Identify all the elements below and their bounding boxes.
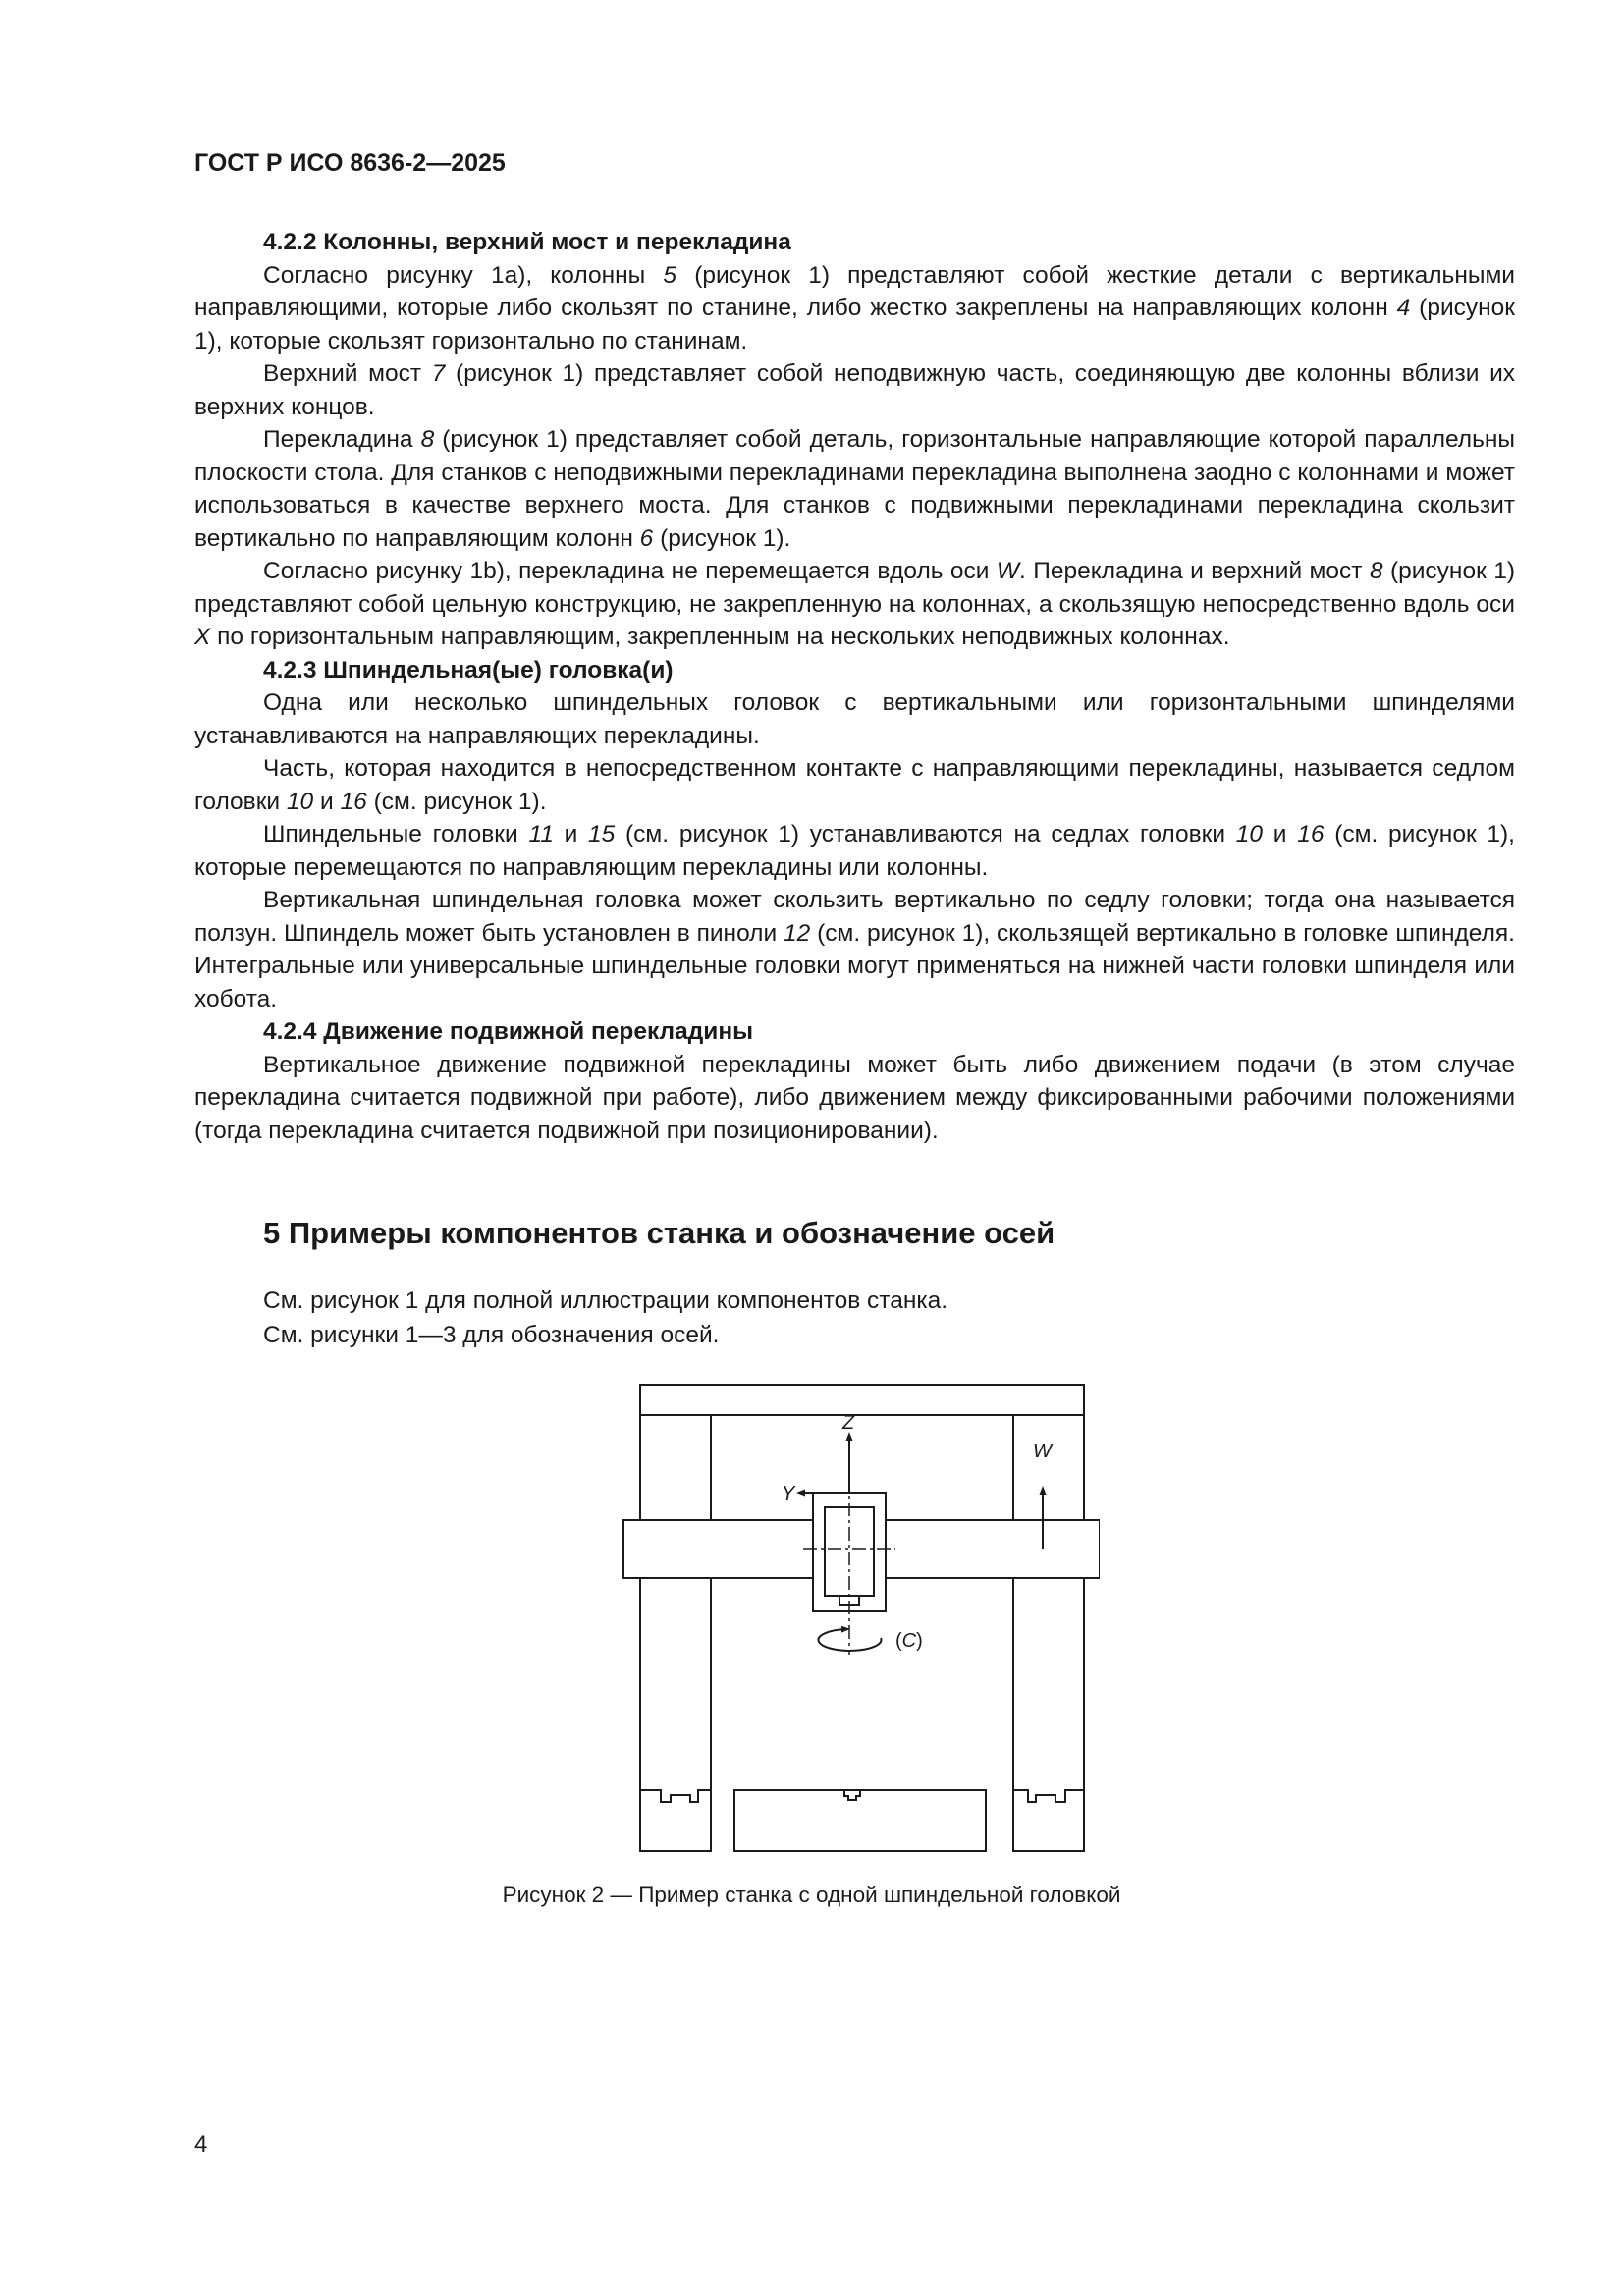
left-column	[640, 1415, 711, 1851]
figure-reference: См. рисунок 1 для полной иллюстрации компонентов станка.	[263, 1287, 948, 1314]
section-5-references	[263, 1284, 947, 1352]
paragraph: Согласно рисунку 1a), колонны 5 (рисунок 1) представляют собой жесткие детали с вертикальными направляющими, которые либо скользят по станине, либо жестко закреплены на направляющих колонн 4 (рисунок 1), которые скользят горизонтально по станинам.	[194, 261, 1515, 355]
paragraph: Шпиндельные головки 11 и 15 (см. рисунок 1) устанавливаются на седлах головки 10 и 16 (см. рисунок 1), которые перемещаются по направляющим перекладины или колонны.	[194, 821, 1515, 881]
paragraph: Часть, которая находится в непосредственном контакте с направляющими перекладины, называется седлом головки 10 и 16 (см. рисунок 1).	[194, 755, 1515, 815]
figure-reference: См. рисунки 1—3 для обозначения осей.	[263, 1322, 720, 1348]
heading-4-2-2: 4.2.2 Колонны, верхний мост и перекладина	[263, 229, 791, 255]
table	[734, 1790, 986, 1851]
y-axis-label: Y	[782, 1483, 795, 1504]
machine-diagram	[609, 1370, 1100, 1861]
paragraph: Верхний мост 7 (рисунок 1) представляет собой неподвижную часть, соединяющую две колонны вблизи их верхних концов.	[194, 360, 1515, 420]
heading-4-2-3: 4.2.3 Шпиндельная(ые) головка(и)	[263, 656, 674, 683]
top-bridge	[640, 1385, 1084, 1415]
section-5-title: 5 Примеры компонентов станка и обозначение осей	[263, 1216, 1055, 1250]
w-axis-label: W	[1033, 1441, 1052, 1462]
z-axis-label: Z	[842, 1412, 855, 1434]
paragraph: Перекладина 8 (рисунок 1) представляет собой деталь, горизонтальные направляющие которой параллельны плоскости стола. Для станков с неподвижными перекладинами перекладина выполнена заодно с колоннами и может использоваться в качестве верхнего моста. Для станков с подвижными перекладинами перекладина скользит вертикально по направляющим колонн 6 (рисунок 1).	[194, 426, 1515, 552]
heading-4-2-4: 4.2.4 Движение подвижной перекладины	[263, 1018, 754, 1045]
paragraph: Вертикальная шпиндельная головка может скользить вертикально по седлу головки; тогда она называется ползун. Шпиндель может быть установлен в пиноли 12 (см. рисунок 1), скользящей вертикально в головке шпинделя. Интегральные или универсальные шпиндельные головки могут применяться на нижней части головки шпинделя или хобота.	[194, 887, 1515, 1012]
figure-caption: Рисунок 2 — Пример станка с одной шпиндельной головкой	[502, 1883, 1121, 1907]
page-number: 4	[194, 2131, 208, 2158]
paragraph: Согласно рисунку 1b), перекладина не перемещается вдоль оси W. Перекладина и верхний мост 8 (рисунок 1) представляют собой цельную конструкцию, не закрепленную на колоннах, а скользящую непосредственно вдоль оси X по горизонтальным направляющим, закрепленным на нескольких неподвижных колоннах.	[194, 558, 1515, 650]
c-axis-label: (C)	[895, 1630, 923, 1652]
paragraph: Вертикальное движение подвижной перекладины может быть либо движением подачи (в этом случае перекладина считается подвижной при работе), либо движением между фиксированными рабочими положениями (тогда перекладина считается подвижной при позиционировании).	[194, 1051, 1515, 1144]
right-column	[1013, 1415, 1084, 1851]
document-header: ГОСТ Р ИСО 8636-2—2025	[194, 149, 506, 177]
paragraph: Одна или несколько шпиндельных головок с вертикальными или горизонтальными шпинделями устанавливаются на направляющих перекладины.	[194, 689, 1515, 749]
document-body	[194, 226, 1515, 1147]
